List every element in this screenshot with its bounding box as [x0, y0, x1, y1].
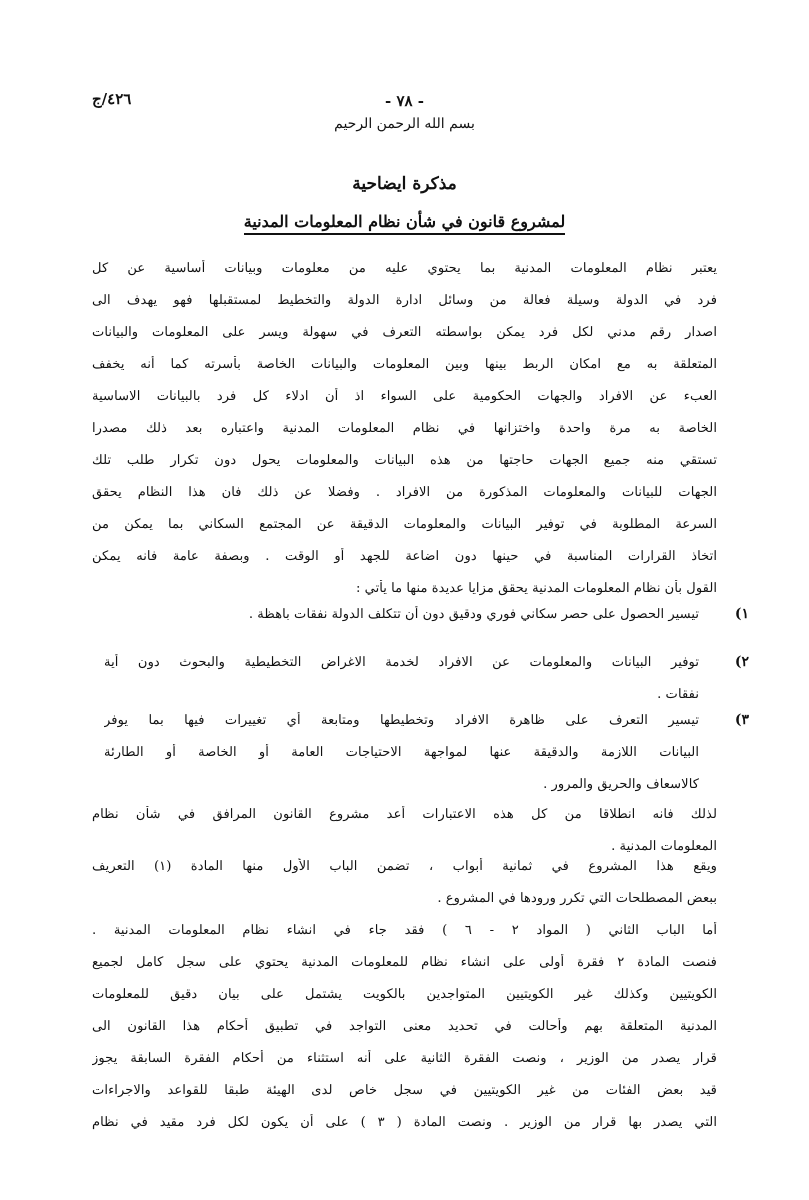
text-line: اتخاذ القرارات المناسبة في حينها دون اضاعة للجهد أو الوقت . وبصفة عامة فانه يمكن [92, 549, 717, 564]
document-reference-number: ٤٢٦/ج [92, 90, 132, 108]
list-item-line: تيسير التعرف على ظاهرة الافراد وتخطيطها ومتابعة أي تغييرات فيها بما يوفر [104, 713, 699, 728]
list-number: ١) [734, 606, 749, 622]
memo-title: مذكرة ايضاحية [352, 174, 457, 194]
text-line: قرار يصدر من الوزير ، ونصت الفقرة الثانية على أنه استثناء من أحكام الفقرة السابقة يجوز [92, 1051, 717, 1066]
text-line: المعلومات المدنية . [611, 839, 717, 854]
text-line: القول بأن نظام المعلومات المدنية يحقق مزايا عديدة منها ما يأتي : [355, 581, 717, 596]
text-line: التي يصدر بها قرار من الوزير . ونصت المادة ( ٣ ) على أن يكون لكل فرد مقيد في نظام [92, 1115, 717, 1130]
list-item-line: توفير البيانات والمعلومات عن الافراد لخدمة الاغراض التخطيطية والبحوث دون أية [104, 655, 699, 670]
text-line: العبء عن الافراد والجهات الحكومية على السواء اذ أن ادلاء كل فرد بالبيانات الاساسية [92, 389, 717, 404]
page-number: - ٧٨ - [384, 92, 425, 110]
list-item-line: البيانات اللازمة والدقيقة عنها لمواجهة الاحتياجات العامة أو الخاصة أو الطارئة [104, 745, 699, 760]
text-line: فنصت المادة ٢ فقرة أولى على انشاء نظام للمعلومات المدنية يحتوي على سجل كامل لجميع [92, 955, 717, 970]
memo-subtitle [0, 212, 809, 231]
text-line: المتعلقة به مع امكان الربط بينها وبين المعلومات والبيانات الخاصة بأسرته كما أنه يخفف [92, 357, 717, 372]
text-line: السرعة المطلوبة في توفير البيانات والمعلومات الدقيقة عن المجتمع السكاني بما يمكن من [92, 517, 717, 532]
list-number: ٣) [734, 712, 749, 728]
list-item-line: نفقات . [657, 687, 699, 702]
text-line: المدنية المتعلقة بهم وأحالت في تحديد معنى التواجد في تطبيق أحكام هذا القانون الى [92, 1019, 717, 1034]
text-line: يعتبر نظام المعلومات المدنية بما يحتوي عليه من معلومات وبيانات أساسية عن كل [92, 261, 717, 276]
text-line: ببعض المصطلحات التي تكرر ورودها في المشروع . [437, 891, 717, 906]
text-line: أما الباب الثاني ( المواد ٢ - ٦ ) فقد جاء في انشاء نظام المعلومات المدنية . [92, 923, 717, 938]
text-line: اصدار رقم مدني لكل فرد يمكن بواسطته التعرف في سهولة ويسر على المعلومات والبيانات [92, 325, 717, 340]
text-line: ويقع هذا المشروع في ثمانية أبواب ، تضمن الباب الأول منها المادة (١) التعريف [92, 859, 717, 874]
text-line: قيد بعض الفئات من غير الكويتيين في سجل خاص لدى الهيئة طبقا للقواعد والاجراءات [92, 1083, 717, 1098]
text-line: الجهات للبيانات والمعلومات المذكورة من الافراد . وفضلا عن ذلك فان هذا النظام يحقق [92, 485, 717, 500]
bismillah-heading: بسم الله الرحمن الرحيم [334, 116, 475, 132]
list-number: ٢) [734, 654, 749, 670]
text-line: فرد في الدولة وسيلة فعالة من وسائل ادارة الدولة والتخطيط لمستقبلها فهو يهدف الى [92, 293, 717, 308]
text-line: لذلك فانه انطلاقا من كل هذه الاعتبارات أعد مشروع القانون المرافق في شأن نظام [92, 807, 717, 822]
list-item-line: تيسير الحصول على حصر سكاني فوري ودقيق دون أن تتكلف الدولة نفقات باهظة . [248, 607, 699, 622]
memo-subtitle-text: لمشروع قانون في شأن نظام المعلومات المدنية [244, 212, 565, 235]
text-line: الخاصة به مرة واحدة واختزانها في نظام المعلومات المدنية واعتباره بعد ذلك مصدرا [92, 421, 717, 436]
text-line: تستقي منه جميع الجهات حاجتها من هذه البيانات والمعلومات يحول دون تكرار طلب تلك [92, 453, 717, 468]
list-item-line: كالاسعاف والحريق والمرور . [543, 777, 699, 792]
text-line: الكويتيين وكذلك غير الكويتيين المتواجدين بالكويت يشتمل على بيان دقيق للمعلومات [92, 987, 717, 1002]
